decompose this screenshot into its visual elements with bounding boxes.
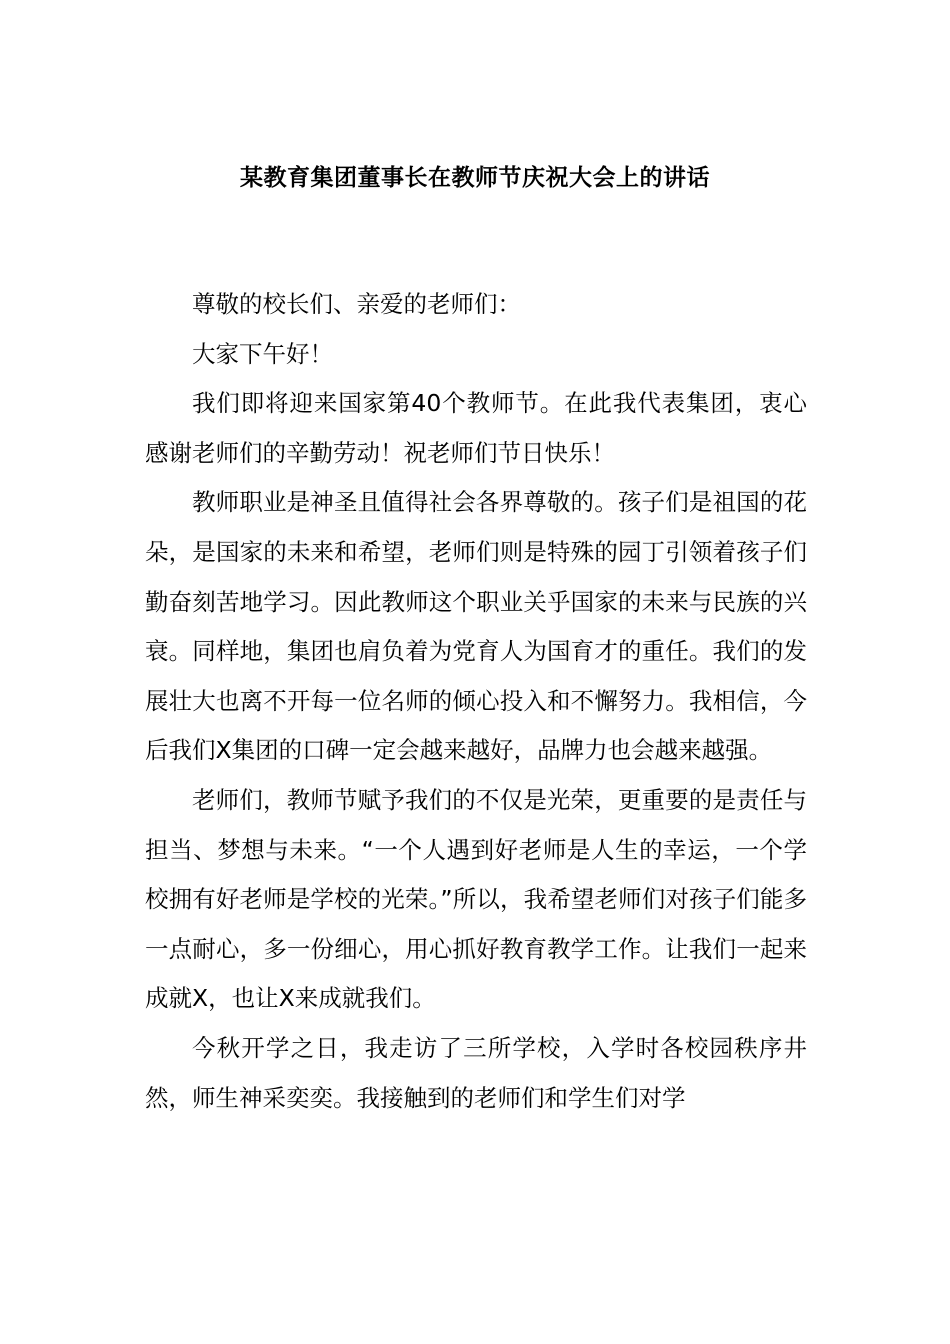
paragraph: 老师们，教师节赋予我们的不仅是光荣，更重要的是责任与担当、梦想与未来。“一个人遇到好老师是人生的幸运，一个学校拥有好老师是学校的光荣。”所以，我希望老师们对孩子们能多一点耐心，多一份细心，用心抓好教育教学工作。让我们一起来成就X，也让X来成就我们。 <box>145 785 807 1013</box>
paragraph: 今秋开学之日，我走访了三所学校，入学时各校园秩序井然，师生神采奕奕。我接触到的老师们和学生们对学 <box>145 1033 807 1112</box>
paragraph-greeting: 尊敬的校长们、亲爱的老师们： <box>192 290 521 318</box>
paragraph: 教师职业是神圣且值得社会各界尊敬的。孩子们是祖国的花朵，是国家的未来和希望，老师们则是特殊的园丁引领着孩子们勤奋刻苦地学习。因此教师这个职业关乎国家的未来与民族的兴衰。同样地，集团也肩负着为党育人为国育才的重任。我们的发展壮大也离不开每一位名师的倾心投入和不懈努力。我相信，今后我们X集团的口碑一定会越来越好，品牌力也会越来越强。 <box>145 488 807 765</box>
document-title: 某教育集团董事长在教师节庆祝大会上的讲话 <box>240 165 710 191</box>
paragraph: 我们即将迎来国家第40个教师节。在此我代表集团，衷心感谢老师们的辛勤劳动！祝老师们节日快乐！ <box>145 389 807 467</box>
paragraph-salutation: 大家下午好！ <box>192 339 333 368</box>
document-body <box>145 280 807 1123</box>
